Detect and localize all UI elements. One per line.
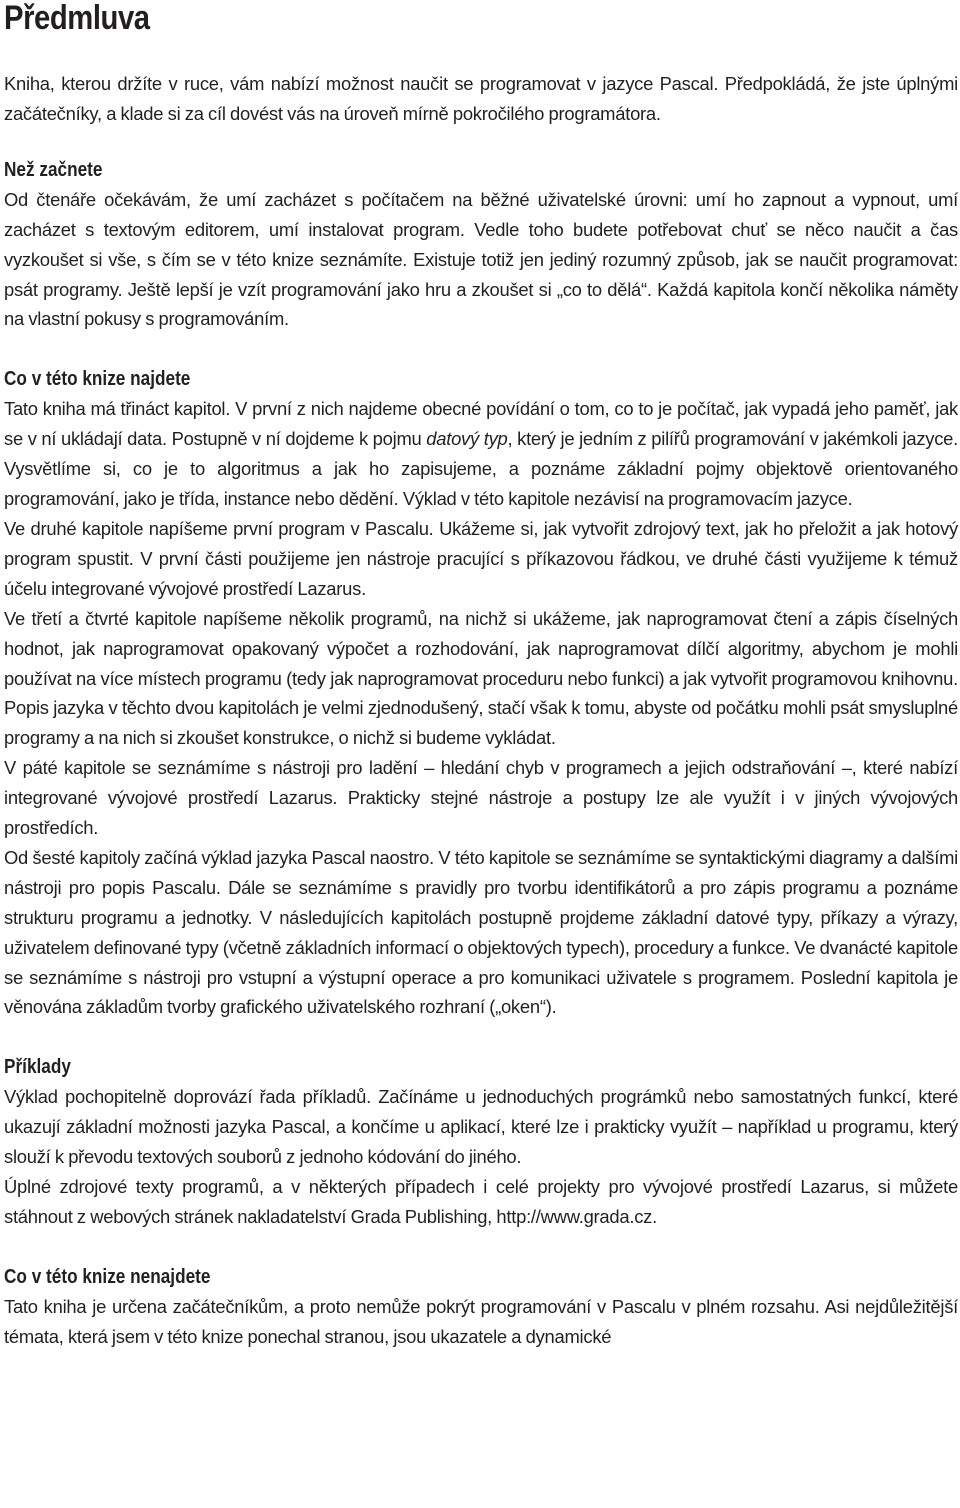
heading-before-start: Než začnete bbox=[4, 158, 103, 181]
in-book-p1-text-a: Tato kniha má třináct kapitol. V první z nich najdeme obecné povídání o tom, co to je počítač, jak vypadá jeho paměť, jak se v ní ukládají data. Postupně v ní dojdeme k pojmu bbox=[4, 398, 958, 450]
in-book-paragraph-5: Od šesté kapitoly začíná výklad jazyka Pascal naostro. V této kapitole se seznámíme se syntaktickými diagramy a dalšími nástroji pro popis Pascalu. Dále se seznámíme s pravidly pro tvorbu identifikátorů a pro zápis programu a poznáme strukturu programu a jednotky. V následujících kapitolách postupně projdeme základní datové typy, příkazy a výrazy, uživatelem definované typy (včetně základních informací o objektových typech), procedury a funkce. Ve dvanácté kapitole se seznámíme s nástroji pro vstupní a výstupní operace a pro komunikaci uživatele s programem. Poslední kapitola je věnována základům tvorby grafického uživatelského rozhraní („oken“). bbox=[4, 846, 958, 1018]
in-book-paragraph-1 bbox=[4, 394, 958, 514]
examples-paragraph-1: Výklad pochopitelně doprovází řada příkladů. Začínáme u jednoduchých prográmků nebo samostatných funkcí, které ukazují základní možnosti jazyka Pascal, a končíme u aplikací, které lze i prakticky využít – například u programu, který slouží k převodu textových souborů z jednoho kódování do jiného. bbox=[4, 1086, 958, 1168]
heading-not-in-book: Co v této knize nenajdete bbox=[4, 1265, 211, 1288]
examples-paragraph-2: Úplné zdrojové texty programů, a v některých případech i celé projekty pro vývojové prostředí Lazarus, si můžete stáhnout z webových stránek nakladatelství Grada Publishing, http://www.grada.cz. bbox=[4, 1176, 958, 1227]
not-in-book-paragraph: Tato kniha je určena začátečníkům, a proto nemůže pokrýt programování v Pascalu v plném rozsahu. Asi nejdůležitější témata, která jsem v této knize ponechal stranou, jsou ukazatele a dynamické bbox=[4, 1295, 958, 1347]
in-book-paragraph-3: Ve třetí a čtvrté kapitole napíšeme několik programů, na nichž si ukážeme, jak naprogramovat čtení a zápis číselných hodnot, jak naprogramovat opakovaný výpočet a rozhodování, jak naprogramovat dílčí algoritmy, abychom je mohli používat na více místech programu (tedy jak naprogramovat proceduru nebo funkci) a jak vytvořit programovou knihovnu. Popis jazyka v těchto dvou kapitolách je velmi zjednodušený, stačí však k tomu, abyste od počátku mohli psát smysluplné programy a na nich si zkoušet konstrukce, o nichž si budeme vykládat. bbox=[4, 607, 958, 749]
intro-paragraph: Kniha, kterou držíte v ruce, vám nabízí možnost naučit se programovat v jazyce Pascal. Předpokládá, že jste úplnými začátečníky, a klade si za cíl dovést vás na úroveň mírně pokročilého programátora. bbox=[4, 73, 958, 124]
in-book-paragraph-4: V páté kapitole se seznámíme s nástroji pro ladění – hledání chyb v programech a jejich odstraňování –, které nabízí integrované vývojové prostředí Lazarus. Prakticky stejné nástroje a postupy lze ale využít i v jiných vývojových prostředích. bbox=[4, 757, 958, 839]
term-data-type: datový typ bbox=[426, 428, 508, 450]
heading-in-book: Co v této knize najdete bbox=[4, 368, 191, 391]
before-start-paragraph: Od čtenáře očekávám, že umí zacházet s počítačem na běžné uživatelské úrovni: umí ho zapnout a vypnout, umí zacházet s textovým editorem, umí instalovat program. Vedle toho budete potřebovat chuť se něco naučit a čas vyzkoušet si vše, s čím se v této knize seznámíte. Existuje totiž jen jediný rozumný způsob, jak se naučit programovat: psát programy. Ještě lepší je vzít programování jako hru a zkoušet si „co to dělá“. Každá kapitola končí několika náměty na vlastní pokusy s programováním. bbox=[4, 188, 958, 330]
document-page bbox=[4, 0, 958, 1352]
in-book-paragraph-2: Ve druhé kapitole napíšeme první program v Pascalu. Ukážeme si, jak vytvořit zdrojový text, jak ho přeložit a jak hotový program spustit. V první části použijeme jen nástroje pracující s příkazovou řádkou, ve druhé části využijeme k témuž účelu integrované vývojové prostředí Lazarus. bbox=[4, 517, 958, 599]
heading-examples: Příklady bbox=[4, 1056, 71, 1079]
in-book-p1-text-b: , který je jedním z pilířů programování v jakémkoli jazyce. Vysvětlíme si, co je to algoritmus a jak ho zapisujeme, a poznáme základní pojmy objektově orientovaného programování, jako je třída, instance nebo dědění. Výklad v této kapitole nezávisí na programovacím jazyce. bbox=[4, 428, 958, 510]
page-title: Předmluva bbox=[4, 0, 150, 37]
